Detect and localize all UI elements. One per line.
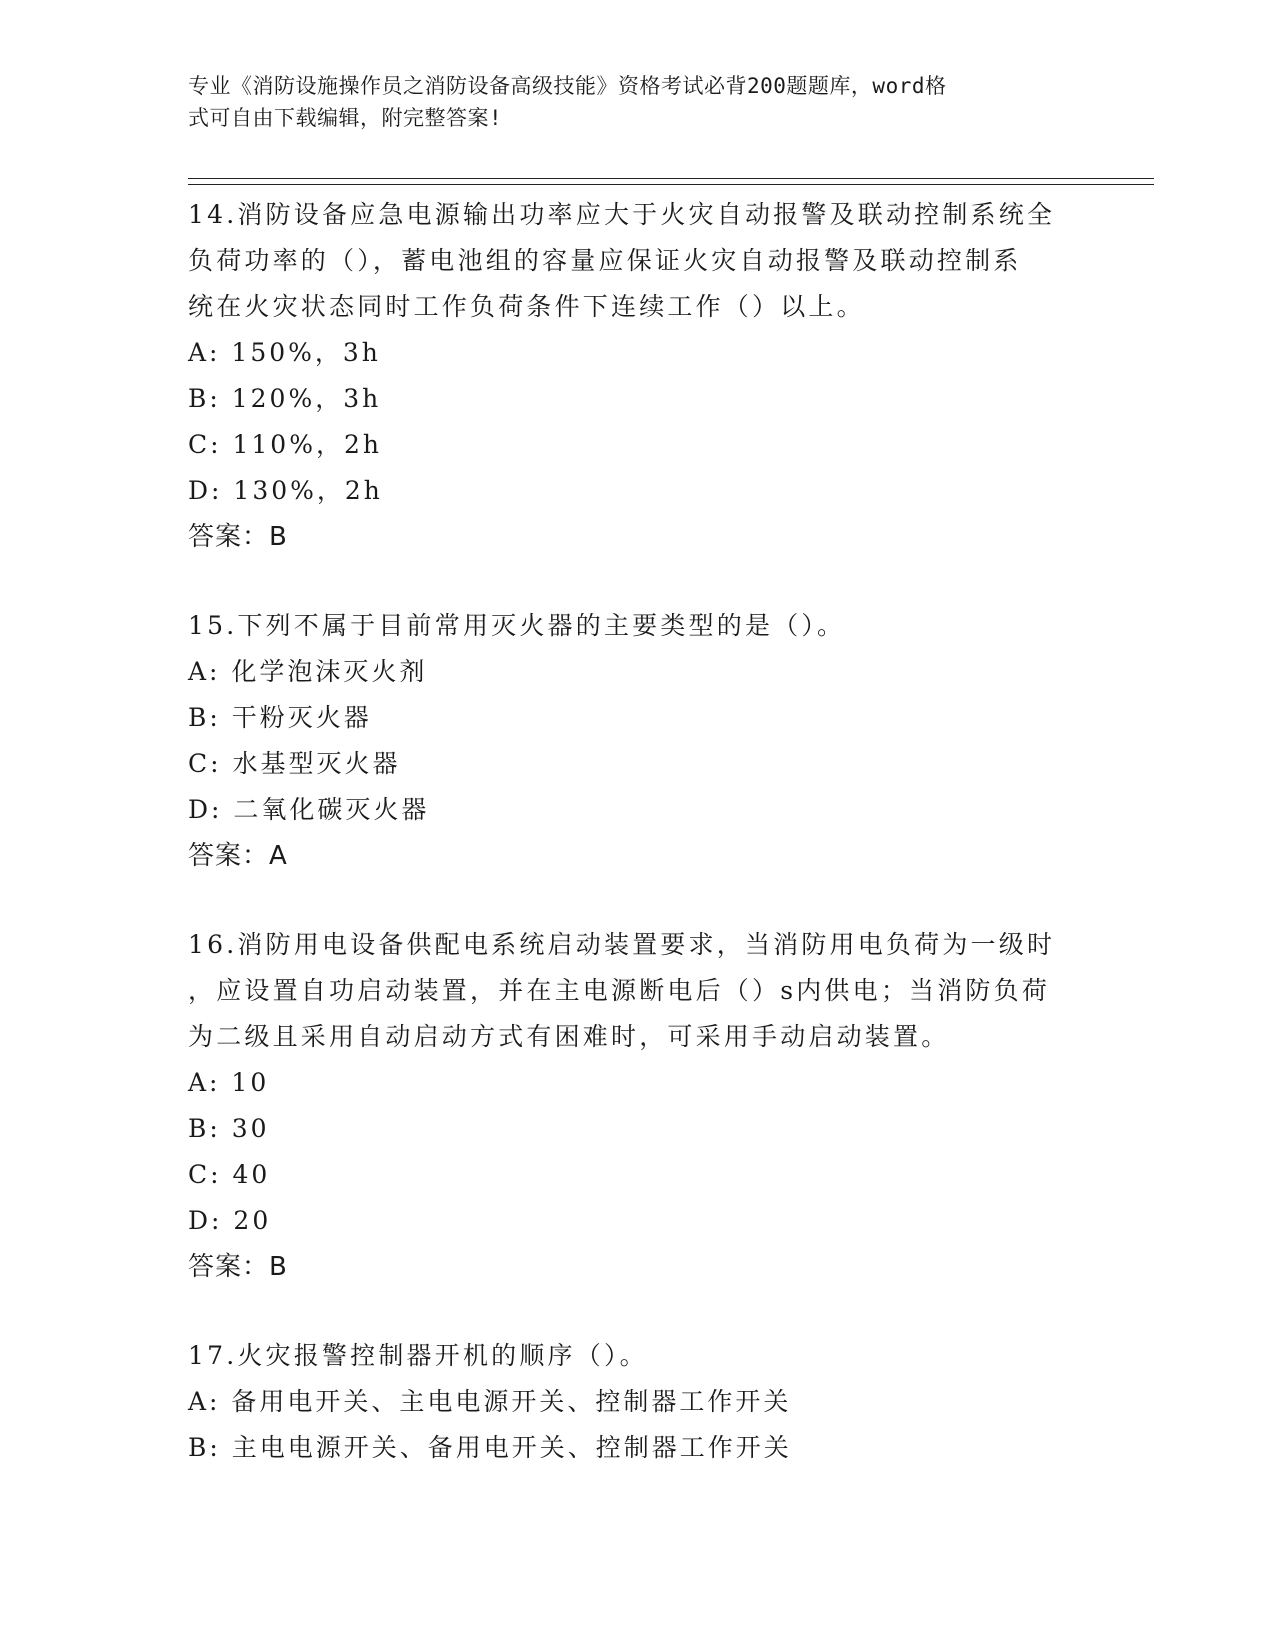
option-a: A: 化学泡沫灭火剂 bbox=[188, 657, 428, 686]
option-b: B: 120%，3h bbox=[188, 384, 382, 413]
option-b: B: 主电电源开关、备用电开关、控制器工作开关 bbox=[188, 1433, 792, 1462]
header-line-1: 专业《消防设施操作员之消防设备高级技能》资格考试必背200题题库，word格 bbox=[188, 74, 947, 98]
option-d: D: 130%，2h bbox=[188, 476, 383, 505]
question-17 bbox=[188, 1333, 1088, 1471]
answer: 答案：B bbox=[188, 1252, 288, 1282]
question-14 bbox=[188, 192, 1088, 560]
option-c: C: 110%，2h bbox=[188, 430, 382, 459]
question-text-line: 14.消防设备应急电源输出功率应大于火灾自动报警及联动控制系统全 bbox=[188, 200, 1056, 229]
question-16 bbox=[188, 922, 1088, 1290]
question-15 bbox=[188, 603, 1088, 879]
option-c: C: 水基型灭火器 bbox=[188, 749, 401, 778]
question-text-line: 为二级且采用自动启动方式有困难时，可采用手动启动装置。 bbox=[188, 1022, 950, 1051]
header-rule-bottom bbox=[188, 184, 1154, 185]
option-a: A: 150%，3h bbox=[188, 338, 381, 367]
option-c: C: 40 bbox=[188, 1160, 271, 1189]
answer: 答案：B bbox=[188, 522, 288, 552]
question-text-line: 15.下列不属于目前常用灭火器的主要类型的是（）。 bbox=[188, 611, 846, 640]
question-text-line: 负荷功率的（），蓄电池组的容量应保证火灾自动报警及联动控制系 bbox=[188, 246, 1022, 275]
header-rule-top bbox=[188, 178, 1154, 179]
document-header bbox=[188, 70, 1068, 134]
question-list bbox=[188, 192, 1088, 1471]
option-a: A: 备用电开关、主电电源开关、控制器工作开关 bbox=[188, 1387, 792, 1416]
answer: 答案：A bbox=[188, 841, 288, 871]
question-text-line: 统在火灾状态同时工作负荷条件下连续工作（）以上。 bbox=[188, 292, 865, 321]
question-text-line: 17.火灾报警控制器开机的顺序（）。 bbox=[188, 1341, 648, 1370]
option-b: B: 30 bbox=[188, 1114, 270, 1143]
option-d: D: 二氧化碳灭火器 bbox=[188, 795, 430, 824]
question-text-line: 16.消防用电设备供配电系统启动装置要求，当消防用电负荷为一级时 bbox=[188, 930, 1056, 959]
question-text-line: ，应设置自功启动装置，并在主电源断电后（）s内供电；当消防负荷 bbox=[188, 976, 1051, 1005]
option-b: B: 干粉灭火器 bbox=[188, 703, 372, 732]
header-line-2: 式可自由下载编辑，附完整答案! bbox=[188, 106, 503, 130]
option-d: D: 20 bbox=[188, 1206, 272, 1235]
option-a: A: 10 bbox=[188, 1068, 270, 1097]
